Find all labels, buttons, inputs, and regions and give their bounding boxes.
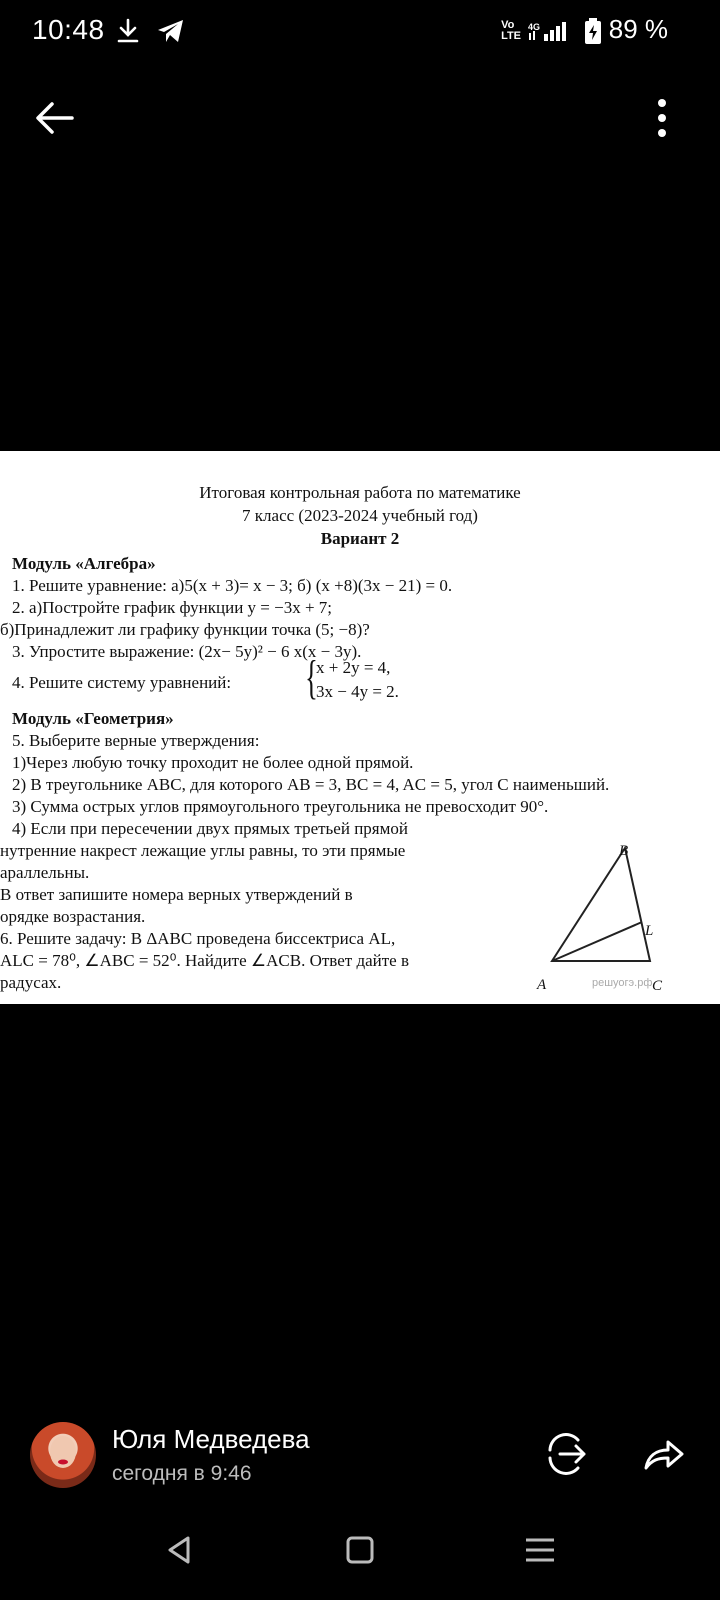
geo-line: 2) В треугольнике ABC, для которого AB = 3, BC = 4, AC = 5, угол C наименьший. [12,775,610,794]
watermark: решуогэ.рф [592,977,653,989]
more-options-button[interactable] [650,96,674,140]
vertex-label-a: A [537,977,547,993]
back-button[interactable] [30,92,82,144]
task-line: 3. Упростите выражение: (2x− 5y)² − 6 x(x − 3y). [12,642,362,661]
geo-line: нутренние накрест лежащие углы равны, то эти прямые [0,841,406,860]
geo-line: радусах. [0,973,62,992]
task-line: 1. Решите уравнение: а)5(x + 3)= x − 3; б) (x +8)(3x − 21) = 0. [12,576,453,595]
system-equation-1: x + 2y = 4, [316,658,391,677]
telegram-icon [156,18,186,44]
battery-percent: 89 % [608,14,668,44]
share-arrow-icon [646,1442,682,1468]
avatar-image [30,1422,96,1488]
share-button[interactable] [640,1430,688,1478]
geo-line: 6. Решите задачу: В ΔABC проведена биссектриса AL, [0,929,396,948]
module-geometry-heading: Модуль «Геометрия» [12,709,174,728]
geo-line: 4) Если при пересечении двух прямых третьей прямой [12,819,408,838]
geo-line: орядке возрастания. [0,907,146,926]
photo-viewer-image[interactable] [0,451,720,1004]
task-line: 4. Решите систему уравнений: [12,673,232,692]
svg-text:4G: 4G [528,22,541,33]
doc-subtitle: 7 класс (2023-2024 учебный год) [242,506,478,525]
doc-title: Итоговая контрольная работа по математике [199,483,521,502]
task-line: 2. а)Постройте график функции у = −3х + 7; [12,598,333,617]
geo-line: 5. Выберите верные утверждения: [12,731,260,750]
vertex-label-b: B [619,843,629,859]
author-name[interactable]: Юля Медведева [112,1424,310,1454]
post-time: сегодня в 9:46 [112,1462,252,1485]
status-bar [0,0,720,64]
nav-home-button[interactable] [340,1530,380,1570]
status-right [501,14,668,45]
nav-back-button[interactable] [160,1530,200,1570]
vertex-label-l: L [645,923,654,939]
doc-variant: Вариант 2 [320,529,400,548]
battery-charging-icon [584,18,602,44]
task-line: б)Принадлежит ли графику функции точка (5; −8)? [0,620,370,639]
vertex-label-c: C [652,978,663,994]
geo-line: 1)Через любую точку проходит не более одной прямой. [12,753,414,772]
geo-line: ALC = 78⁰, ∠ABC = 52⁰. Найдите ∠ACB. Ответ дайте в [0,951,409,970]
avatar[interactable] [30,1422,96,1488]
system-equation-2: 3x − 4y = 2. [316,682,399,701]
volte-icon: Vo LTE [501,19,522,43]
geo-line: В ответ запишите номера верных утверждений в [0,885,353,904]
module-algebra-heading: Модуль «Алгебра» [12,554,156,573]
forward-button[interactable] [544,1430,592,1478]
system-brace: { [305,651,318,704]
download-icon [116,18,140,44]
share-reply-icon [550,1435,584,1474]
triangle-figure [535,836,665,971]
signal-icon [528,20,572,42]
geo-line: 3) Сумма острых углов прямоугольного треугольника не превосходит 90°. [12,797,549,816]
nav-recents-button[interactable] [520,1530,560,1570]
geo-line: араллельны. [0,863,90,882]
status-time: 10:48 [32,14,105,45]
